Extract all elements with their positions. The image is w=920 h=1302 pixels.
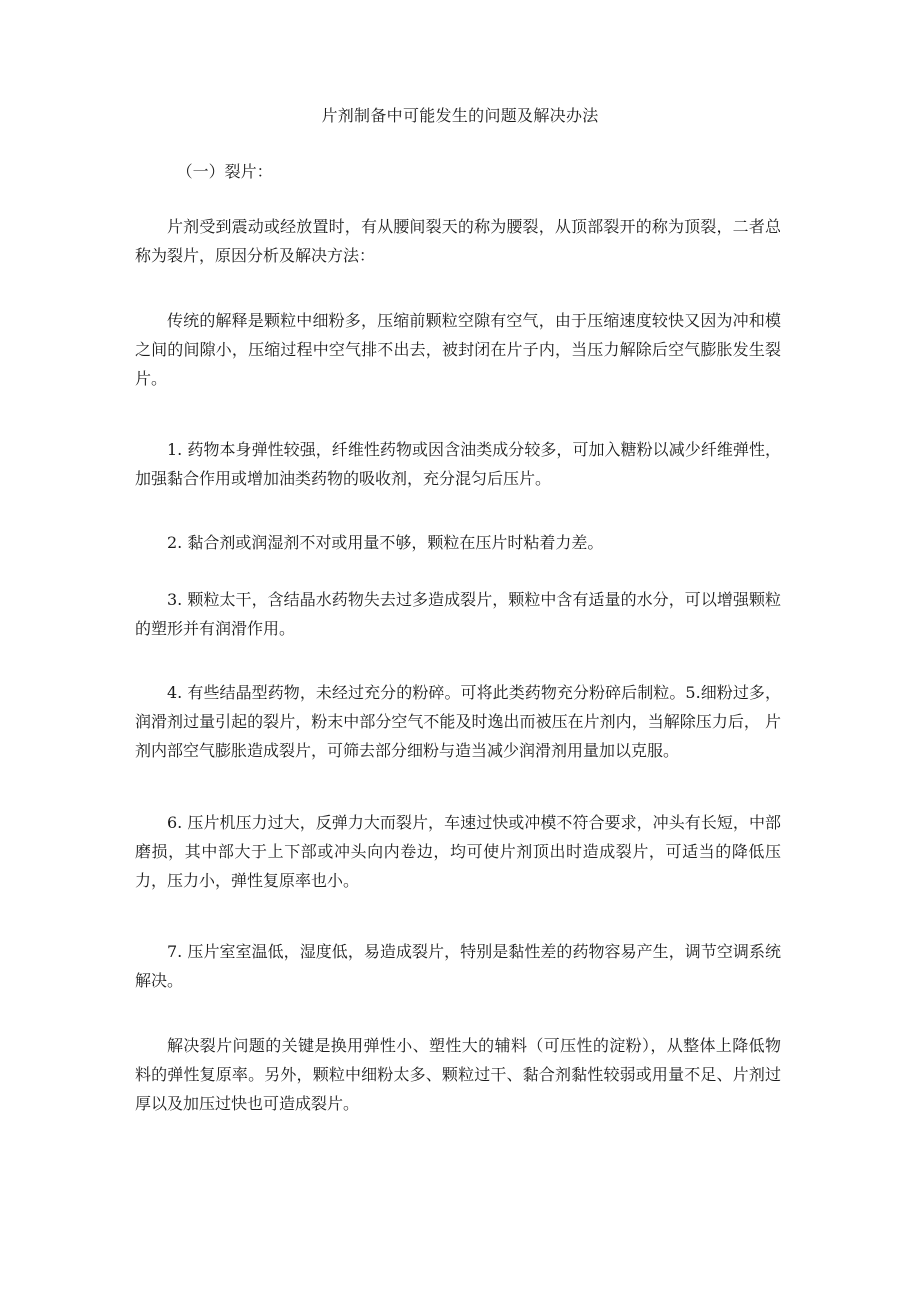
paragraph-item-6: 6. 压片机压力过大，反弹力大而裂片，车速过快或冲模不符合要求，冲头有长短，中部磨损，其中部大于上下部或冲头向内卷边，均可使片剂顶出时造成裂片，可适当的降低压力，压力小，弹性复原率也小。 [135, 813, 781, 890]
paragraph-conclusion: 解决裂片问题的关键是换用弹性小、塑性大的辅料（可压性的淀粉），从整体上降低物料的弹性复原率。另外，颗粒中细粉太多、颗粒过干、黏合剂黏性较弱或用量不足、片剂过厚以及加压过快也可造成裂片。 [135, 1036, 781, 1113]
paragraph-traditional-explanation: 传统的解释是颗粒中细粉多，压缩前颗粒空隙有空气，由于压缩速度较快又因为冲和模之间的间隙小，压缩过程中空气排不出去，被封闭在片子内，当压力解除后空气膨胀发生裂片。 [135, 311, 781, 388]
section-heading: （一）裂片： [176, 162, 273, 181]
document-title: 片剂制备中可能发生的问题及解决办法 [321, 106, 599, 125]
paragraph-item-3: 3. 颗粒太干，含结晶水药物失去过多造成裂片，颗粒中含有适量的水分，可以增强颗粒的塑形并有润滑作用。 [135, 590, 781, 638]
paragraph-item-7: 7. 压片室室温低，湿度低，易造成裂片，特别是黏性差的药物容易产生，调节空调系统解决。 [135, 942, 781, 990]
paragraph-item-4-5: 4. 有些结晶型药物，未经过充分的粉碎。可将此类药物充分粉碎后制粒。5.细粉过多，润滑剂过量引起的裂片，粉末中部分空气不能及时逸出而被压在片剂内，当解除压力后， 片剂内部空气膨胀造成裂片，可筛去部分细粉与造当减少润滑剂用量加以克服。 [135, 683, 781, 760]
paragraph-intro: 片剂受到震动或经放置时，有从腰间裂天的称为腰裂，从顶部裂开的称为顶裂，二者总称为裂片，原因分析及解决方法： [135, 217, 781, 265]
paragraph-item-2: 2. 黏合剂或润湿剂不对或用量不够，颗粒在压片时粘着力差。 [167, 533, 604, 552]
paragraph-item-1: 1. 药物本身弹性较强，纤维性药物或因含油类成分较多，可加入糖粉以减少纤维弹性， 加强黏合作用或增加油类药物的吸收剂，充分混匀后压片。 [135, 440, 781, 488]
